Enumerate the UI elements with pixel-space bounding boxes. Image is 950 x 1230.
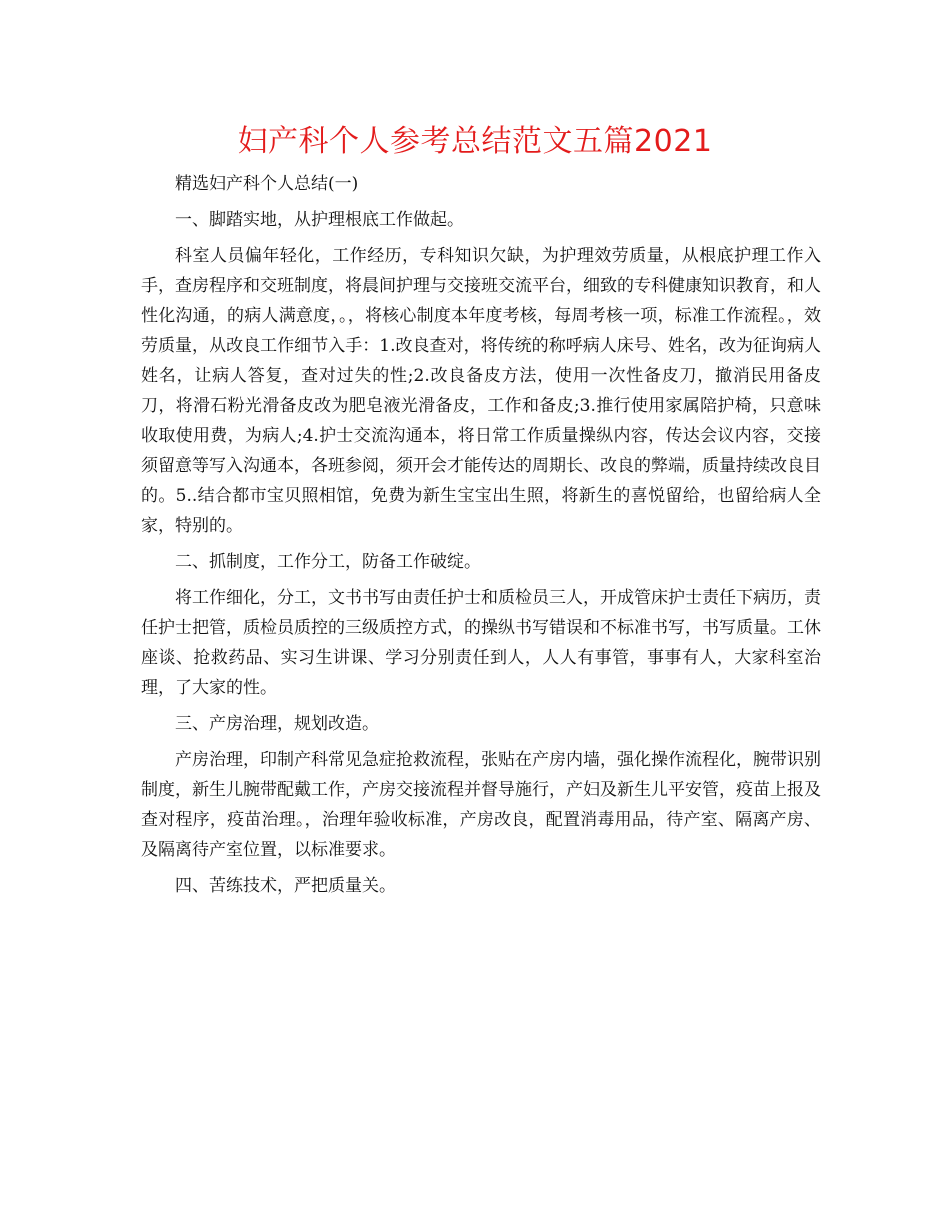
body-paragraph: 将工作细化，分工，文书书写由责任护士和质检员三人，开成管床护士责任下病历，责任护士把管，质检员质控的三级质控方式，的操纵书写错误和不标准书写，书写质量。工休座谈、抢救药品、实习生讲课、学习分别责任到人，人人有事管，事事有人，大家科室治理，了大家的性。 bbox=[141, 588, 821, 698]
document-body bbox=[141, 169, 821, 907]
section-heading-4: 四、苦练技术，严把质量关。 bbox=[175, 876, 396, 896]
section-heading-3: 三、产房治理，规划改造。 bbox=[175, 714, 379, 734]
body-paragraph: 科室人员偏年轻化，工作经历，专科知识欠缺，为护理效劳质量，从根底护理工作入手，查房程序和交班制度，将晨间护理与交接班交流平台，细致的专科健康知识教育，和人性化沟通，的病人满意度，。，将核心制度本年度考核，每周考核一项，标准工作流程。，效劳质量，从改良工作细节入手：1.改良查对，将传统的称呼病人床号、姓名，改为征询病人姓名，让病人答复，查对过失的性;2.改良备皮方法，使用一次性备皮刀，撤消民用备皮刀，将滑石粉光滑备皮改为肥皂液光滑备皮，工作和备皮;3.推行使用家属陪护椅，只意味收取使用费，为病人;4.护士交流沟通本，将日常工作质量操纵内容，传达会议内容，交接须留意等写入沟通本，各班参阅，须开会才能传达的周期长、改良的弊端，质量持续改良目的。5..结合都市宝贝照相馆，免费为新生宝宝出生照，将新生的喜悦留给，也留给病人全家，特别的。 bbox=[141, 246, 821, 536]
section-heading-2: 二、抓制度，工作分工，防备工作破绽。 bbox=[175, 552, 481, 572]
subtitle-paragraph: 精选妇产科个人总结(一) bbox=[175, 174, 359, 194]
section-heading-1: 一、脚踏实地，从护理根底工作做起。 bbox=[175, 210, 464, 230]
body-paragraph: 产房治理，印制产科常见急症抢救流程，张贴在产房内墙，强化操作流程化，腕带识别制度，新生儿腕带配戴工作，产房交接流程并督导施行，产妇及新生儿平安管，疫苗上报及查对程序，疫苗治理。，治理年验收标准，产房改良，配置消毒用品，待产室、隔离产房、及隔离待产室位置，以标准要求。 bbox=[141, 750, 821, 860]
document-title: 妇产科个人参考总结范文五篇2021 bbox=[237, 124, 713, 159]
